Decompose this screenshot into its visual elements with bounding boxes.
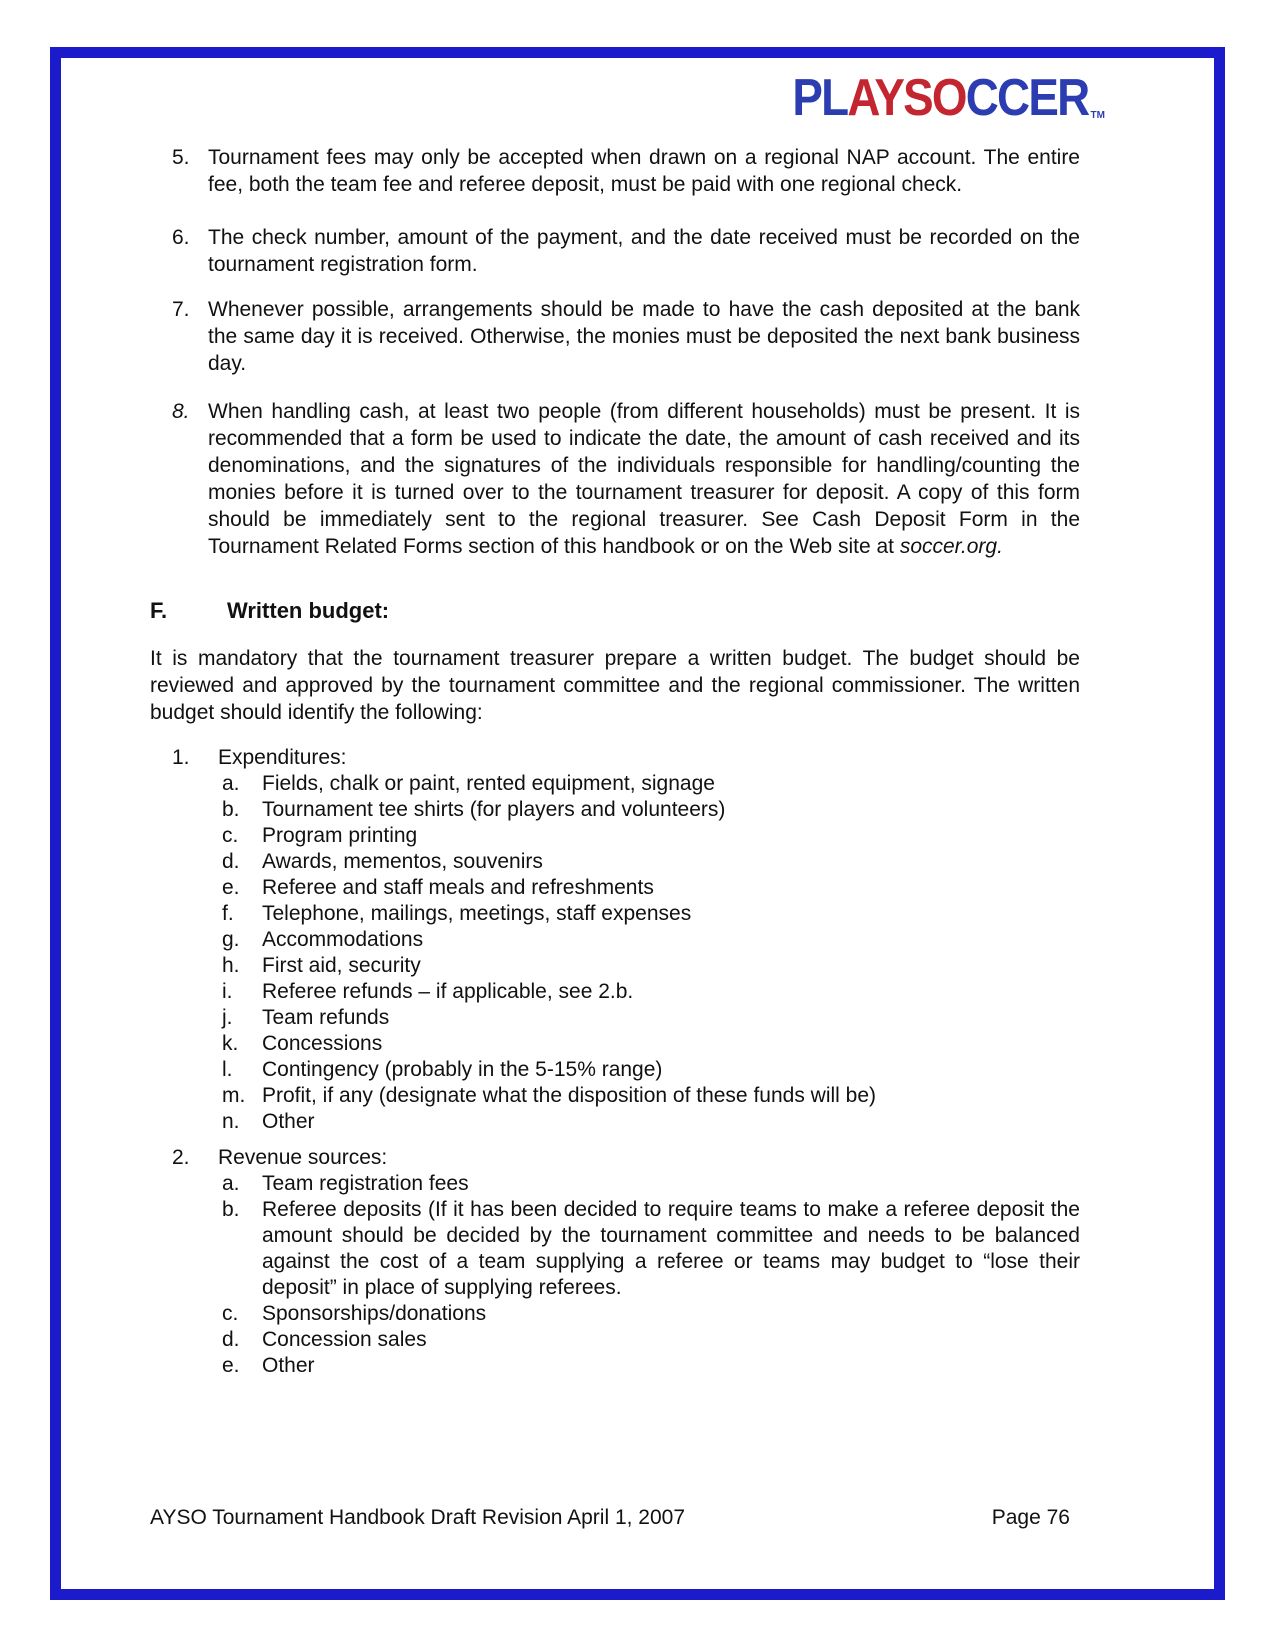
item-text: Referee and staff meals and refreshments [262,876,654,899]
item-text: Referee deposits (If it has been decided to require teams to make a referee deposit the amount should be decided by the tournament committee and needs to be balanced against the cost of a team supplying a referee or teams may budget to “lose their deposit” in place of supplying referees. [262,1198,1080,1299]
item-letter: i. [222,980,233,1003]
list-item [222,1327,1080,1353]
item-text: Contingency (probably in the 5-15% range) [262,1058,663,1081]
logo-segment-pl: PL [792,69,848,127]
playsoccer-logo-text [792,69,1089,127]
item-letter: h. [222,954,240,977]
list-item [222,1083,1080,1109]
item-number: 7. [172,298,190,321]
item-letter: f. [222,902,234,925]
list-title: Revenue sources: [218,1146,388,1169]
playsoccer-logo [752,69,1105,127]
item-text: Telephone, mailings, meetings, staff expenses [262,902,692,925]
revenue-header [172,1144,387,1171]
list-number: 2. [172,1146,190,1169]
item-letter: a. [222,1172,240,1195]
item-letter: c. [222,1302,239,1325]
expenditures-header [172,744,346,771]
item-letter: l. [222,1058,233,1081]
item-text: Team registration fees [262,1172,469,1195]
list-item [222,1031,1080,1057]
section-f-heading [150,597,389,624]
list-item [222,1109,1080,1135]
list-item [222,979,1080,1005]
page-number: Page 76 [991,1506,1070,1529]
item-text: Team refunds [262,1006,390,1029]
item-text-main: When handling cash, at least two people (from different households) must be present. It is recommended that a form be used to indicate the date, the amount of cash received and its denominations, and the signatures of the individuals responsible for handling/counting the monies before it is turned over to the tournament treasurer for deposit. A copy of this form should be immediately sent to the regional treasurer. See Cash Deposit Form in the Tournament Related Forms section of this handbook or on the Web site at [208,400,1080,558]
list-item [222,927,1080,953]
item-text: Concession sales [262,1328,427,1351]
item-letter: c. [222,824,239,847]
list-item [222,823,1080,849]
item-text: Sponsorships/donations [262,1302,487,1325]
list-item [222,1171,1080,1197]
item-number: 5. [172,146,190,169]
item-text: Tournament fees may only be accepted when drawn on a regional NAP account. The entire fee, both the team fee and referee deposit, must be paid with one regional check. [208,146,1080,196]
item-text: The check number, amount of the payment, and the date received must be recorded on the tournament registration form. [208,226,1080,276]
item-letter: g. [222,928,240,951]
list-title: Expenditures: [218,746,347,769]
logo-segment-ayso: AYSO [847,69,966,127]
item-letter: d. [222,1328,240,1351]
list-item [222,875,1080,901]
expenditures-list [222,771,1080,1135]
list-item [222,953,1080,979]
item-letter: a. [222,772,240,795]
item-text-website: soccer.org. [899,535,1003,558]
section-letter: F. [150,598,168,623]
item-text: First aid, security [262,954,421,977]
item-letter: m. [222,1084,246,1107]
list-item [222,771,1080,797]
intro-paragraph: It is mandatory that the tournament treasurer prepare a written budget. The budget should be reviewed and approved by the tournament committee and the regional commissioner. The written budget should identify the following: [150,647,1080,724]
item-text: Awards, mementos, souvenirs [262,850,543,873]
item-number: 8. [172,400,190,423]
list-item [222,1197,1080,1301]
item-text [208,398,1080,560]
item-text: Whenever possible, arrangements should be made to have the cash deposited at the bank the same day it is received. Otherwise, the monies must be deposited the next bank business day. [208,298,1080,375]
list-item [222,797,1080,823]
item-number: 6. [172,226,190,249]
list-item [222,1005,1080,1031]
item-text: Program printing [262,824,418,847]
footer-title: AYSO Tournament Handbook Draft Revision April 1, 2007 [150,1506,686,1529]
list-number: 1. [172,746,190,769]
list-item-5 [172,144,1080,198]
item-letter: e. [222,876,240,899]
item-text: Tournament tee shirts (for players and volunteers) [262,798,726,821]
list-item [222,849,1080,875]
item-text: Concessions [262,1032,383,1055]
list-item [222,901,1080,927]
item-text: Referee refunds – if applicable, see 2.b. [262,980,634,1003]
item-letter: k. [222,1032,239,1055]
item-text: Fields, chalk or paint, rented equipment, signage [262,772,715,795]
item-letter: j. [222,1006,233,1029]
list-item [222,1353,1080,1379]
item-letter: b. [222,1198,240,1221]
section-title: Written budget: [227,598,390,623]
item-text: Other [262,1110,315,1133]
logo-segment-ccer: CCER [965,69,1089,127]
item-text: Profit, if any (designate what the disposition of these funds will be) [262,1084,877,1107]
item-letter: d. [222,850,240,873]
item-letter: e. [222,1354,240,1377]
list-item-6 [172,224,1080,278]
page-footer [150,1506,1070,1530]
item-letter: b. [222,798,240,821]
list-item-8 [172,398,1080,560]
item-text: Accommodations [262,928,424,951]
list-item [222,1057,1080,1083]
item-letter: n. [222,1110,240,1133]
list-item-7 [172,296,1080,377]
list-item [222,1301,1080,1327]
revenue-list [222,1171,1080,1379]
item-text: Other [262,1354,315,1377]
trademark-symbol: TM [1090,110,1105,121]
